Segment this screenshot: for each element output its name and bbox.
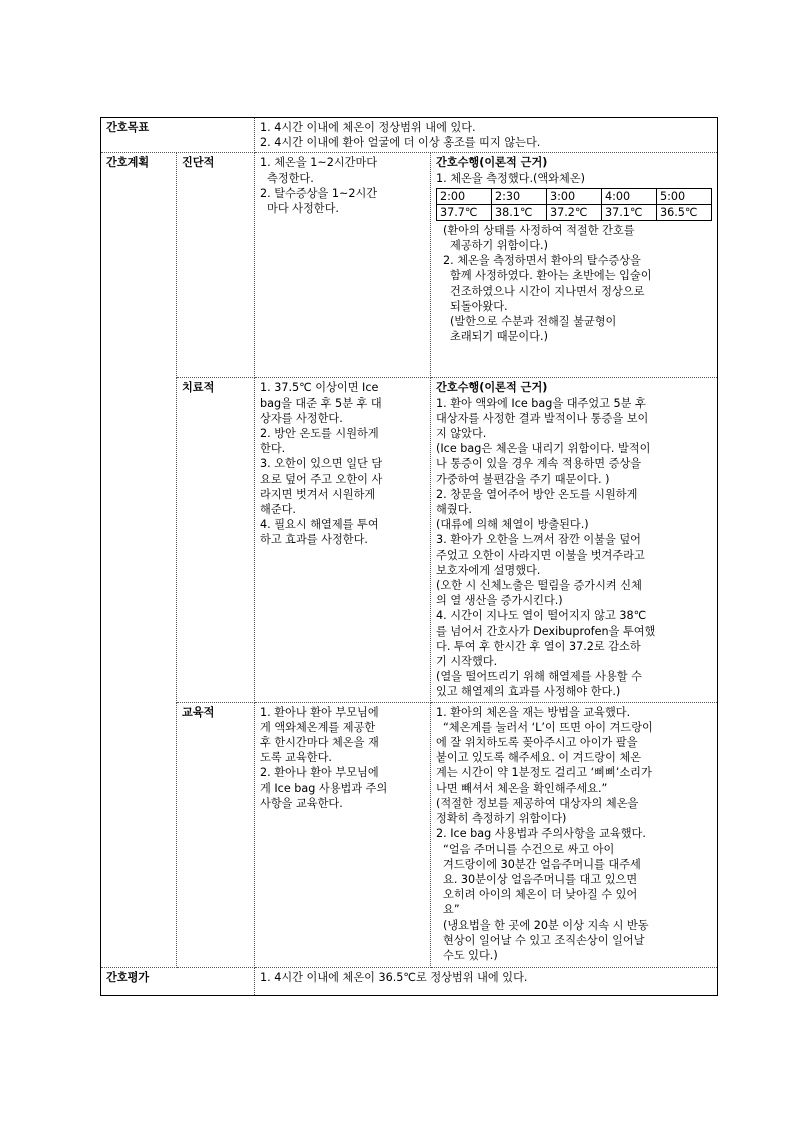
diagnostic-label: 진단적 [182, 156, 215, 170]
goal-line: 1. 4시간 이내에 체온이 정상범위 내에 있다. [260, 121, 476, 134]
goal-row [101, 118, 718, 153]
plan-line: 라지면 벗겨서 시원하게 [260, 487, 376, 501]
action-line: 요” [443, 903, 460, 917]
action-line: 되돌아왔다. [450, 299, 508, 313]
action-line: 에 잘 위치하도록 꽂아주시고 아이가 팔을 [436, 736, 638, 750]
plan-line: 4. 필요시 해열제를 투여 [260, 518, 379, 532]
action-line: (열을 떨어뜨리기 위해 해열제를 사용할 수 [436, 670, 642, 684]
plan-line: 1. 37.5℃ 이상이면 Ice [260, 381, 379, 395]
temperature-cell: 37.7℃ [437, 204, 492, 220]
action-line: (오한 시 신체노출은 떨림을 증가시켜 신체 [436, 579, 642, 593]
action-line: (발한으로 수분과 전해질 불균형이 [450, 315, 617, 329]
action-line: 있고 해열제의 효과를 사정해야 한다.) [436, 685, 621, 699]
educational-label: 교육적 [182, 705, 215, 719]
action-line: 다. 투여 후 한시간 후 열이 37.2로 감소하 [436, 639, 641, 653]
nursing-care-plan-table [100, 117, 718, 996]
evaluation-label: 간호평가 [106, 970, 150, 984]
action-line: 붙이고 있도록 해주세요. 이 겨드랑이 체온 [436, 751, 642, 765]
temperature-table [436, 188, 712, 221]
evaluation-row [101, 967, 718, 995]
temperature-cell: 37.2℃ [547, 204, 602, 220]
action-line: 대상자를 사정한 결과 발적이나 통증을 보이 [436, 411, 649, 425]
action-line: 지 않았다. [436, 427, 487, 441]
action-heading: 간호수행(이론적 근거) [436, 381, 548, 395]
action-line: 겨드랑이에 30분간 얼음주머니를 대주세 [443, 857, 641, 871]
action-line: 의 열 생산을 증가시킨다.) [436, 594, 563, 608]
plan-line: 1. 체온을 1~2시간마다 [260, 156, 378, 170]
action-line: 계는 시간이 약 1분정도 걸리고 ‘삐삐’소리가 [436, 766, 652, 780]
plan-line: 마다 사정한다. [267, 202, 339, 216]
action-line: 를 넘어서 간호사가 Dexibuprofen을 투여했 [436, 624, 656, 638]
diagnostic-plan-cell [255, 153, 431, 378]
plan-line: 게 액와체온계를 제공한 [260, 720, 376, 734]
action-line: 건조하였으나 시간이 지나면서 정상으로 [450, 284, 645, 298]
plan-line: 상자를 사정한다. [260, 411, 343, 425]
therapeutic-plan-cell [255, 378, 431, 702]
temperature-time-row [437, 188, 712, 204]
action-line: 나 통증이 있을 경우 계속 적용하면 증상을 [436, 457, 642, 471]
action-line: (적절한 정보를 제공하여 대상자의 체온을 [436, 796, 639, 810]
action-intro: 1. 체온을 측정했다.(액와체온) [436, 171, 585, 185]
plan-line: 측정한다. [267, 171, 314, 185]
action-line: 3. 환아가 오한을 느껴서 잠깐 이불을 덮어 [436, 533, 641, 547]
educational-label-cell [177, 702, 255, 967]
action-line: 제공하기 위함이다.) [450, 239, 548, 253]
temperature-cell: 38.1℃ [492, 204, 547, 220]
action-line: 2. 창문을 열어주어 방안 온도를 시원하게 [436, 487, 638, 501]
plan-line: bag을 대준 후 5분 후 대 [260, 396, 382, 410]
action-line: 2. 체온을 측정하면서 환아의 탈수증상을 [443, 254, 641, 268]
action-line: 가중하여 불편감을 주기 때문이다. ) [436, 472, 610, 486]
action-line: 기 시작했다. [436, 655, 498, 669]
action-line: 현상이 일어날 수 있고 조직손상이 일어날 [443, 933, 645, 947]
action-line: (냉요법을 한 곳에 20분 이상 지속 시 반동 [443, 918, 649, 932]
temperature-cell: 36.5℃ [657, 204, 712, 220]
time-cell: 5:00 [657, 188, 712, 204]
time-cell: 2:30 [492, 188, 547, 204]
temperature-cell: 37.1℃ [602, 204, 657, 220]
action-line: 2. Ice bag 사용법과 주의사항을 교육했다. [436, 827, 646, 841]
action-line: 4. 시간이 지나도 열이 떨어지지 않고 38℃ [436, 609, 647, 623]
diagnostic-label-cell [177, 153, 255, 378]
plan-line: 요로 덮어 주고 오한이 사 [260, 472, 383, 486]
therapeutic-action-cell [431, 378, 718, 702]
plan-line: 후 한시간마다 체온을 재 [260, 736, 379, 750]
plan-line: 2. 환아나 환아 부모님에 [260, 766, 379, 780]
plan-line: 2. 방안 온도를 시원하게 [260, 427, 379, 441]
action-line: 초래되기 때문이다.) [450, 330, 548, 344]
action-line: 수도 있다.) [443, 948, 498, 962]
goal-label: 간호목표 [106, 121, 150, 134]
plan-line: 한다. [260, 442, 286, 456]
educational-row [101, 702, 718, 967]
plan-line: 사항을 교육한다. [260, 796, 343, 810]
time-cell: 2:00 [437, 188, 492, 204]
educational-action-cell [431, 702, 718, 967]
time-cell: 4:00 [602, 188, 657, 204]
action-line: 1. 환아 액와에 Ice bag을 대주었고 5분 후 [436, 396, 646, 410]
plan-line: 3. 오한이 있으면 일단 담 [260, 457, 383, 471]
action-line: “체온계를 눌러서 ‘L’이 뜨면 아이 겨드랑이 [443, 720, 653, 734]
plan-line: 1. 환아나 환아 부모님에 [260, 705, 379, 719]
plan-line: 도록 교육한다. [260, 751, 332, 765]
therapeutic-label-cell [177, 378, 255, 702]
action-line: (대류에 의해 체열이 방출된다.) [436, 518, 589, 532]
action-line: 주었고 오한이 사라지면 이불을 벗겨주라고 [436, 548, 645, 562]
action-line: 나면 빼셔서 체온을 확인해주세요.” [436, 781, 608, 795]
temperature-value-row [437, 204, 712, 220]
goal-content-cell [255, 118, 718, 153]
plan-line: 해준다. [260, 503, 296, 517]
action-line: 요. 30분이상 얼음주머니를 대고 있으면 [443, 872, 638, 886]
goal-line: 2. 4시간 이내에 환아 얼굴에 더 이상 홍조를 띠지 않는다. [260, 136, 541, 150]
action-line: 함께 사정하였다. 환아는 초반에는 입술이 [450, 269, 652, 283]
therapeutic-row [101, 378, 718, 702]
action-line: 정확히 측정하기 위함이다) [436, 812, 567, 826]
diagnostic-row [101, 153, 718, 378]
time-cell: 3:00 [547, 188, 602, 204]
goal-label-cell [101, 118, 255, 153]
action-line: (환아의 상태를 사정하여 적절한 간호를 [443, 223, 635, 237]
plan-label: 간호계획 [106, 156, 150, 170]
plan-line: 하고 효과를 사정한다. [260, 533, 368, 547]
therapeutic-label: 치료적 [182, 381, 215, 395]
evaluation-label-cell [101, 967, 255, 995]
action-line: 해줬다. [436, 503, 472, 517]
plan-label-cell [101, 153, 177, 967]
action-line: (Ice bag은 체온을 내리기 위함이다. 발적이 [436, 442, 651, 456]
plan-line: 2. 탈수증상을 1~2시간 [260, 186, 378, 200]
action-line: 오히려 아이의 체온이 더 낮아질 수 있어 [443, 888, 638, 902]
evaluation-line: 1. 4시간 이내에 체온이 36.5℃로 정상범위 내에 있다. [260, 970, 528, 984]
diagnostic-action-cell [431, 153, 718, 378]
plan-line: 게 Ice bag 사용법과 주의 [260, 781, 388, 795]
action-line: 1. 환아의 체온을 재는 방법을 교육했다. [436, 705, 631, 719]
action-heading: 간호수행(이론적 근거) [436, 156, 548, 170]
action-line: “얼음 주머니를 수건으로 싸고 아이 [443, 842, 615, 856]
educational-plan-cell [255, 702, 431, 967]
evaluation-content-cell [255, 967, 718, 995]
action-line: 보호자에게 설명했다. [436, 563, 541, 577]
